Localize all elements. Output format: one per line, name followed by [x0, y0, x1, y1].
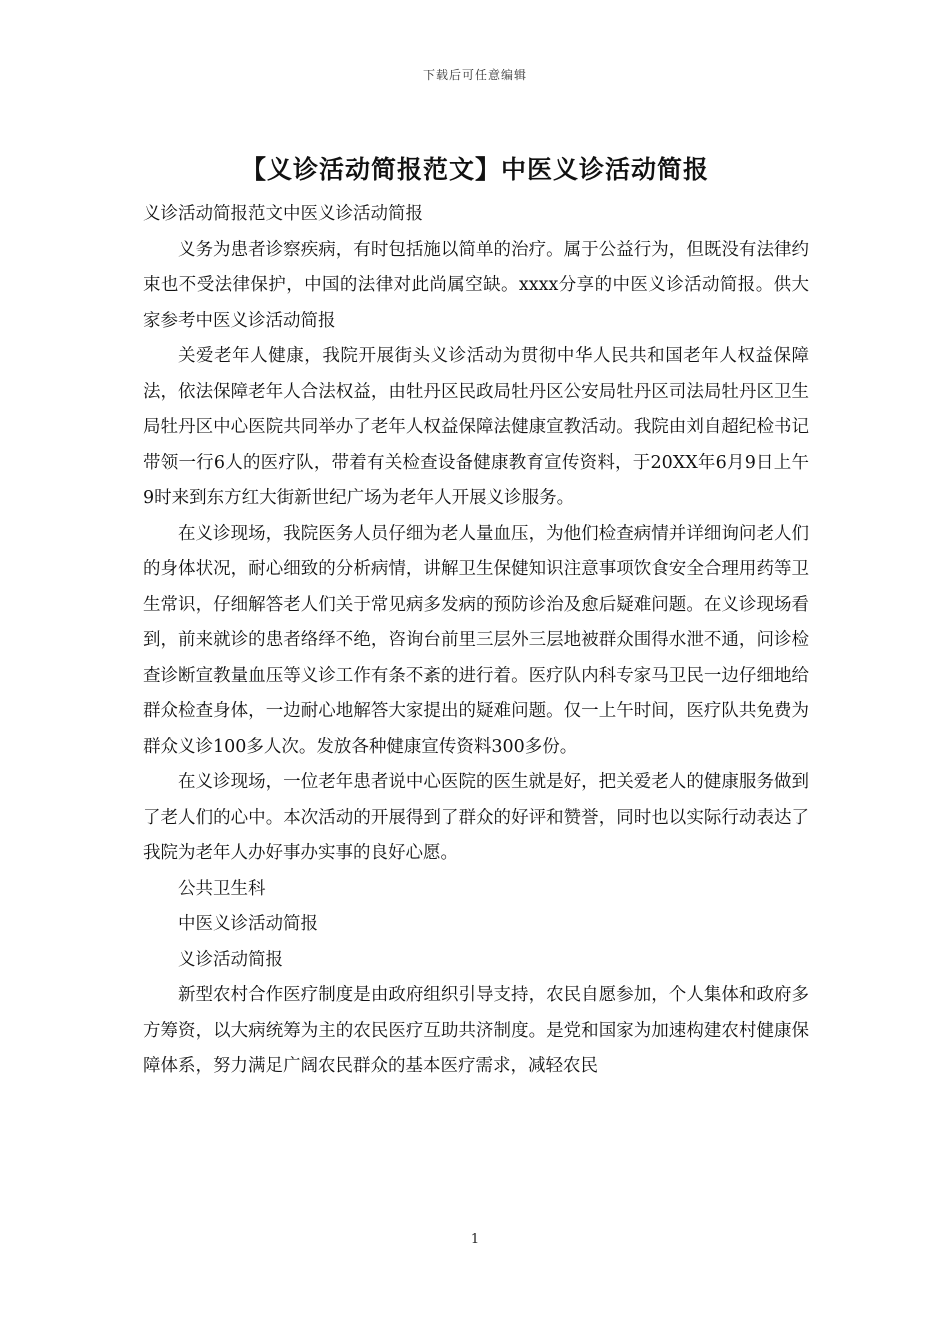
paragraph: 义务为患者诊察疾病，有时包括施以简单的治疗。属于公益行为，但既没有法律约束也不受法律保护，中国的法律对此尚属空缺。xxxx分享的中医义诊活动简报。供大家参考中医义诊活动简报 [143, 239, 809, 331]
paragraph: 公共卫生科 [178, 878, 266, 899]
paragraph: 在义诊现场，一位老年患者说中心医院的医生就是好，把关爱老人的健康服务做到了老人们的心中。本次活动的开展得到了群众的好评和赞誉，同时也以实际行动表达了我院为老年人办好事办实事的良好心愿。 [143, 772, 809, 863]
paragraph: 在义诊现场，我院医务人员仔细为老人量血压，为他们检查病情并详细询问老人们的身体状况，耐心细致的分析病情，讲解卫生保健知识注意事项饮食安全合理用药等卫生常识，仔细解答老人们关于常见病多发病的预防诊治及愈后疑难问题。在义诊现场看到，前来就诊的患者络绎不绝，咨询台前里三层外三层地被群众围得水泄不通，问诊检查诊断宣教量血压等义诊工作有条不紊的进行着。医疗队内科专家马卫民一边仔细地给群众检查身体，一边耐心地解答大家提出的疑难问题。仅一上午时间，医疗队共免费为群众义诊100多人次。发放各种健康宣传资料300多份。 [143, 523, 809, 757]
page-number: 1 [470, 1232, 480, 1247]
paragraph: 关爱老年人健康，我院开展街头义诊活动为贯彻中华人民共和国老年人权益保障法，依法保障老年人合法权益，由牡丹区民政局牡丹区公安局牡丹区司法局牡丹区卫生局牡丹区中心医院共同举办了老年人权益保障法健康宣教活动。我院由刘自超纪检书记带领一行6人的医疗队，带着有关检查设备健康教育宣传资料，于20XX年6月9日上午9时来到东方红大街新世纪广场为老年人开展义诊服务。 [143, 346, 809, 508]
paragraph: 义诊活动简报范文中医义诊活动简报 [143, 204, 423, 224]
header-note: 下载后可任意编辑 [422, 68, 527, 82]
paragraph: 义诊活动简报 [178, 949, 283, 970]
paragraph: 新型农村合作医疗制度是由政府组织引导支持，农民自愿参加，个人集体和政府多方筹资，以大病统筹为主的农民医疗互助共济制度。是党和国家为加速构建农村健康保障体系，努力满足广阔农民群众的基本医疗需求，减轻农民 [143, 985, 809, 1076]
paragraph: 中医义诊活动简报 [178, 914, 318, 934]
document-title: 【义诊活动简报范文】中医义诊活动简报 [240, 155, 709, 184]
document-body [143, 197, 809, 1085]
